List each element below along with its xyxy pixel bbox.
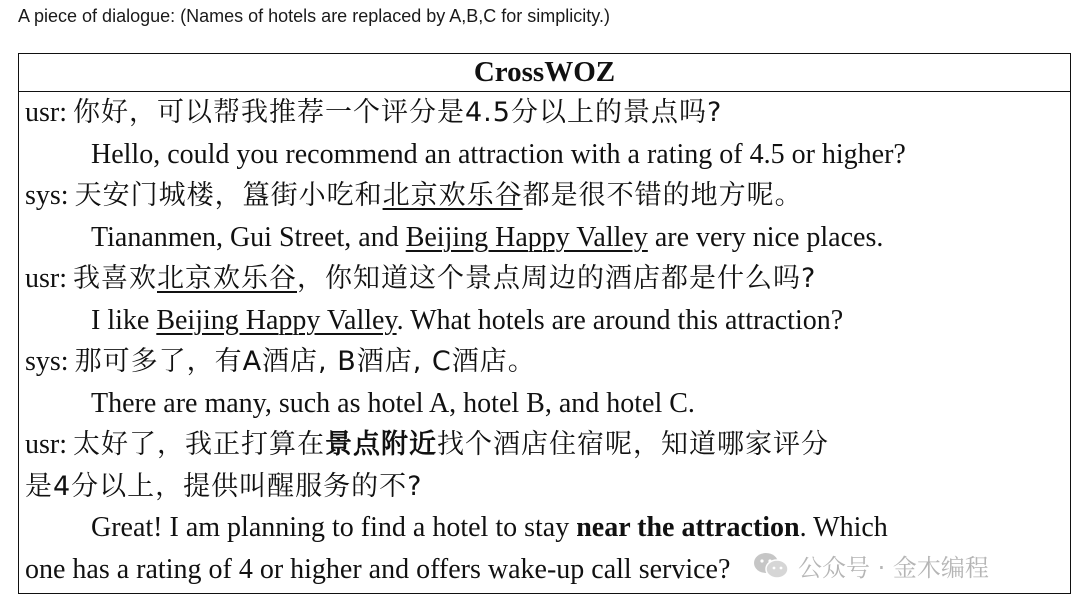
utterance-zh-post: 找个酒店住宿呢，知道哪家评分	[437, 429, 829, 460]
turn-4-zh	[25, 341, 1070, 383]
utterance-zh: 那可多了，有A酒店, B酒店, C酒店。	[74, 346, 536, 377]
turn-1-zh	[25, 92, 1070, 134]
turn-5-en-cont: one has a rating of 4 or higher and offers wake-up call service?	[25, 553, 731, 585]
figure-caption: A piece of dialogue: (Names of hotels are replaced by A,B,C for simplicity.)	[18, 6, 610, 26]
utterance-en-post: . Which	[799, 512, 888, 543]
utterance-en-pre: Tiananmen, Gui Street, and	[91, 221, 406, 253]
utterance-en-post: are very nice places.	[647, 221, 884, 253]
utterance-en-emphasis: near the attraction	[576, 512, 800, 543]
speaker-label: sys:	[25, 180, 69, 211]
utterance-zh-post: 都是很不错的地方呢。	[522, 180, 803, 211]
dialogue-body	[19, 92, 1070, 590]
turn-4-en: There are many, such as hotel A, hotel B, and hotel C.	[91, 387, 695, 419]
dialogue-table	[18, 53, 1071, 594]
turn-5-en	[25, 507, 1070, 549]
table-title: CrossWOZ	[19, 54, 1070, 92]
watermark-text: 公众号 · 金木编程	[798, 554, 989, 582]
speaker-label: usr:	[25, 97, 67, 128]
turn-2-en	[25, 217, 1070, 259]
speaker-label: usr:	[25, 263, 67, 294]
utterance-zh-entity: 北京欢乐谷	[157, 263, 297, 294]
utterance-en-pre: I like	[91, 304, 157, 336]
utterance-zh-entity: 北京欢乐谷	[382, 180, 523, 211]
turn-3-zh	[25, 258, 1070, 300]
turn-5-zh	[25, 424, 1070, 466]
utterance-zh-post: ，你知道这个景点周边的酒店都是什么吗?	[297, 263, 817, 294]
utterance-en-entity: Beijing Happy Valley	[156, 304, 397, 336]
utterance-zh-pre: 太好了，我正打算在	[73, 429, 325, 460]
speaker-label: sys:	[25, 346, 69, 377]
utterance-zh-emphasis: 景点附近	[325, 429, 437, 460]
turn-2-zh	[25, 175, 1070, 217]
utterance-en-entity: Beijing Happy Valley	[405, 221, 648, 253]
utterance-en-post: . What hotels are around this attraction?	[396, 304, 844, 336]
turn-5-zh-cont	[25, 466, 1070, 508]
speaker-label: usr:	[25, 429, 67, 460]
turn-3-en	[25, 300, 1070, 342]
utterance-zh-pre: 天安门城楼，簋街小吃和	[74, 180, 383, 211]
utterance-en-pre: Great! I am planning to find a hotel to stay	[91, 512, 577, 543]
utterance-zh-continued: 是4分以上，提供叫醒服务的不?	[25, 470, 423, 502]
utterance-zh-pre: 我喜欢	[73, 263, 157, 294]
wechat-icon	[752, 551, 790, 581]
turn-1-en: Hello, could you recommend an attraction with a rating of 4.5 or higher?	[91, 138, 906, 170]
watermark	[752, 548, 989, 583]
utterance-zh: 你好，可以帮我推荐一个评分是4.5分以上的景点吗?	[73, 97, 723, 128]
